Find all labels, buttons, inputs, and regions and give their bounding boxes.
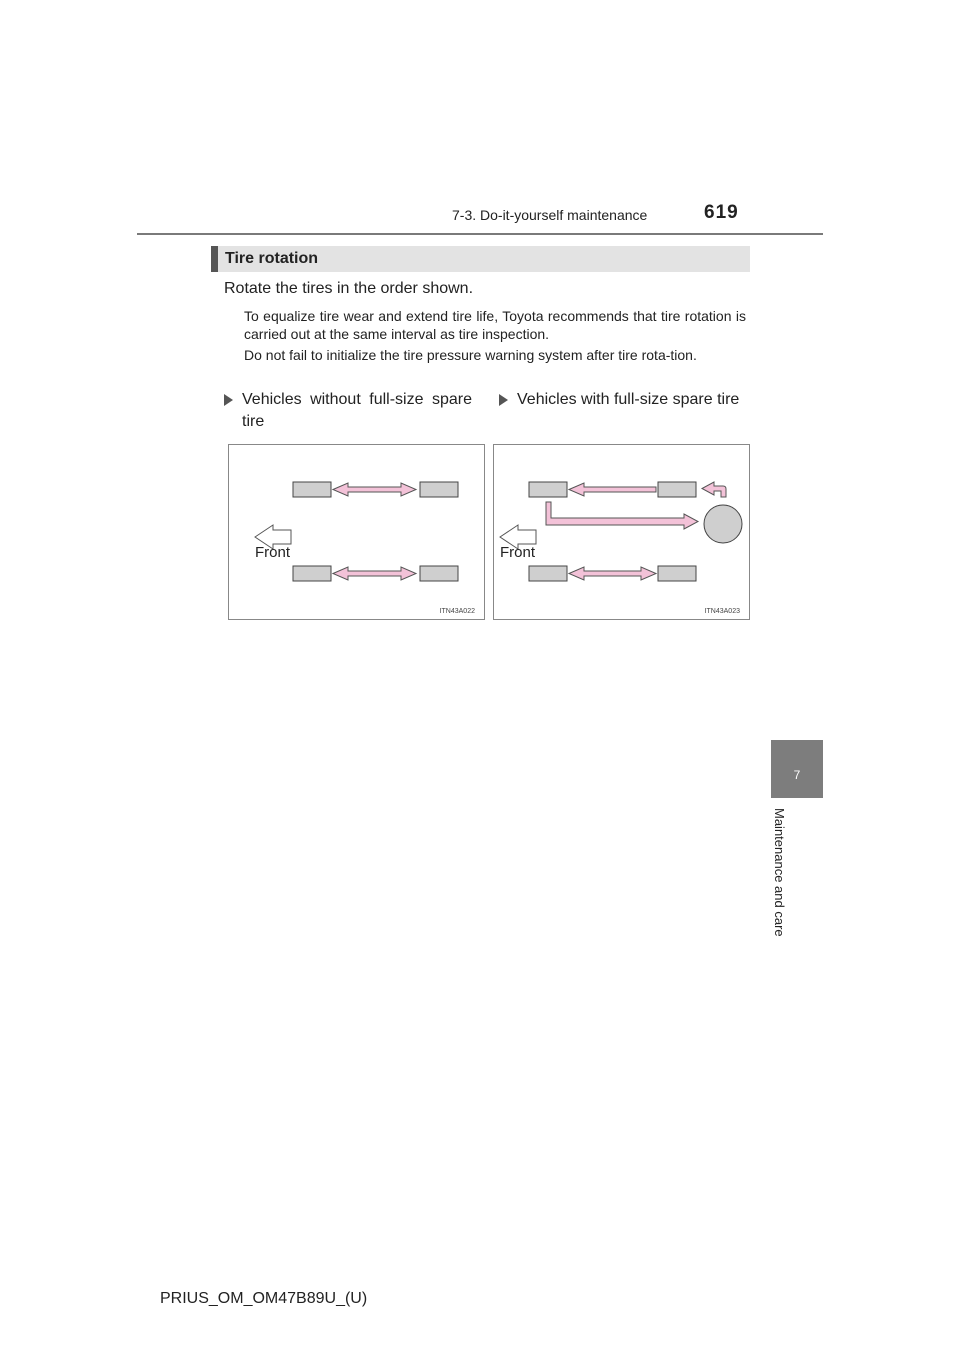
section-heading-bar bbox=[211, 246, 750, 272]
tire-front-left bbox=[293, 482, 331, 497]
figure-code: ITN43A022 bbox=[439, 608, 475, 615]
section-heading: Tire rotation bbox=[225, 250, 319, 267]
chapter-number: 7 bbox=[793, 768, 801, 782]
section-title: 7-3. Do-it-yourself maintenance bbox=[452, 207, 648, 223]
chapter-tab bbox=[771, 740, 823, 798]
front-label: Front bbox=[255, 544, 291, 561]
figure-with-spare bbox=[493, 444, 750, 620]
double-arrow-icon bbox=[333, 567, 416, 580]
tire-front-right bbox=[293, 566, 331, 581]
tire-rear-right bbox=[420, 566, 458, 581]
paragraph-1: To equalize tire wear and extend tire life, Toyota recommends that tire rotation is carried out at the same interval as tire inspection. bbox=[244, 308, 746, 342]
header-rule bbox=[137, 233, 823, 235]
double-arrow-icon bbox=[569, 567, 656, 580]
case-without-spare bbox=[224, 389, 476, 437]
case-label: Vehicles with full-size spare tire bbox=[517, 391, 740, 408]
spare-tire bbox=[704, 505, 742, 543]
figure-without-spare bbox=[228, 444, 485, 620]
chapter-label: Maintenance and care bbox=[772, 808, 787, 937]
case-label: Vehicles without full-size spare tire bbox=[242, 391, 472, 430]
case-with-spare bbox=[499, 389, 751, 437]
tire-front-right bbox=[529, 566, 567, 581]
arrow-left-icon bbox=[569, 483, 656, 496]
double-arrow-icon bbox=[333, 483, 416, 496]
tire-rear-left bbox=[658, 482, 696, 497]
lead-sentence: Rotate the tires in the order shown. bbox=[224, 280, 474, 297]
figure-code: ITN43A023 bbox=[704, 608, 740, 615]
bullet-triangle-icon bbox=[224, 394, 233, 406]
bent-arrow-icon bbox=[546, 502, 698, 529]
page-number: 619 bbox=[704, 202, 739, 223]
paragraph-2: Do not fail to initialize the tire pressure warning system after tire rota-tion. bbox=[244, 347, 697, 363]
front-label: Front bbox=[500, 544, 536, 561]
curved-arrow-icon bbox=[702, 482, 726, 497]
rotation-diagram bbox=[494, 445, 751, 621]
footer-document-code: PRIUS_OM_OM47B89U_(U) bbox=[160, 1290, 368, 1307]
tire-rear-left bbox=[420, 482, 458, 497]
bullet-triangle-icon bbox=[499, 394, 508, 406]
tire-rear-right bbox=[658, 566, 696, 581]
rotation-diagram bbox=[229, 445, 486, 621]
tire-front-left bbox=[529, 482, 567, 497]
